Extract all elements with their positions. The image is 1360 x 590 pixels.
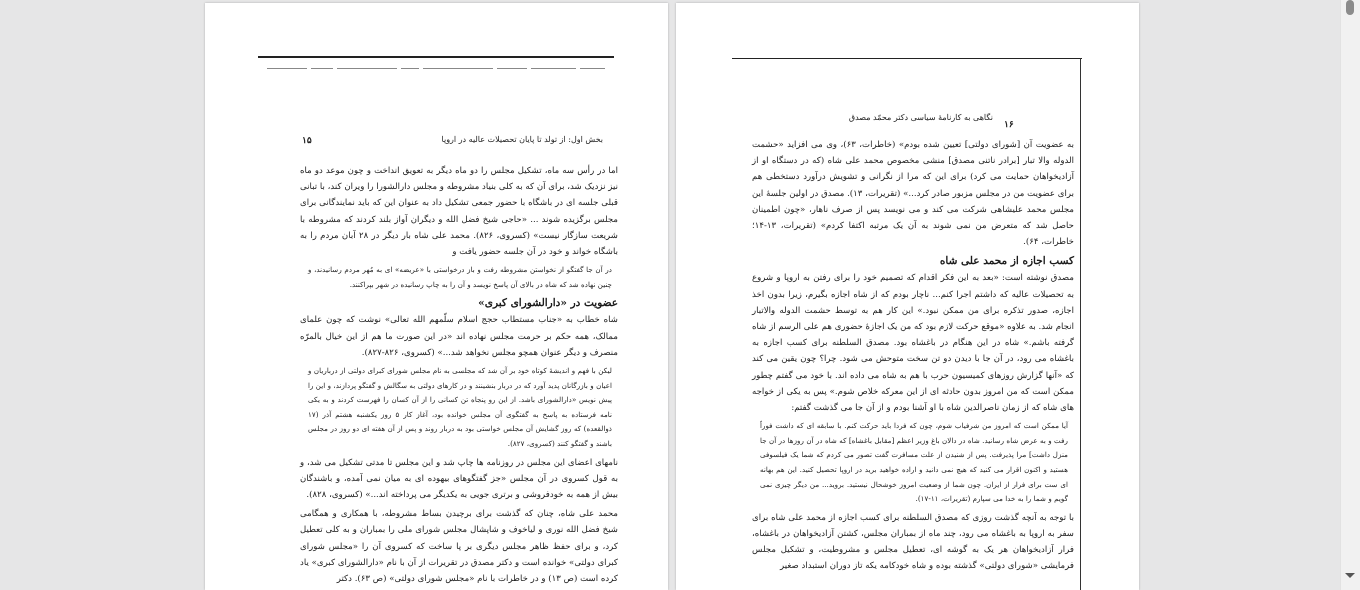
vertical-scrollbar[interactable]: [1340, 0, 1360, 590]
paragraph: نامهای اعضای این مجلس در روزنامه ها چاپ شد و این مجلس تا مدتی تشکیل می شد، و به قول کسروی در آن مجلس «جز گفتگوهای بیهوده ای به میان نمی آمده، و باشندگان بیش از همه به خودفروشی و برتری جویی به یکدیگر می پرداخته اند...» (کسروی، ۸۲۸).: [300, 457, 618, 500]
scan-noise: [265, 67, 615, 75]
page-body: [300, 163, 618, 590]
block-quote: آیا ممکن است که امروز من شرفیاب شوم، چون که فردا باید حرکت کنم. با سابقه ای که داشت فوراً رفت و به عرض شاه رسانید. شاه در دالان باغ وزیر اعظم [مقابل باغشاه] که شاه در آن روزها در آن جا منزل داشت] مرا پذیرفت. پس از شنیدن از علت مسافرت گفت تصور می کردم که شما یک فیلسوفی هستید و اکنون اقرار می کنید که هیچ نمی دانید و اراده خواهید برید در اروپا تحصیل کنید. این هم بهانه ای ست برای فرار از ایران. چون شما از وضعیت امروز خوشحال نیستید. بروید... من دیگر چیزی نمی گویم و شما را به خدا می سپارم (تقریرات، ۱۱-۱۷).: [760, 421, 1068, 504]
section-heading: کسب اجازه از محمد علی شاه: [939, 255, 1074, 268]
pdf-page-left: [205, 3, 668, 590]
paragraph: با توجه به آنچه گذشت روزی که مصدق السلطنه برای کسب اجازه از محمد علی شاه برای سفر به اروپا به باغشاه می رود، چند ماه از بمباران مجلس، کشتن آزادیخواهان در باغشاه، فرار آزادیخواهان هر یک به گوشه ای، تعطیل مجلس و مشروطیت، و تشکیل مجلس فرمایشی «شورای دولتی» گذشته بوده و شاه خودکامه یکه تاز دوران استبداد صغیر: [752, 512, 1074, 572]
page-body: [752, 137, 1074, 578]
pdf-page-right: [676, 3, 1139, 590]
paragraph: به عضویت آن [شورای دولتی] تعیین شده بودم» (خاطرات، ۶۳)، وی می افزاید «حشمت الدوله والا تبار [برادر ناتنی مصدق] منشی مخصوص محمد علی شاه (که در دستگاه او از آزادیخواهان حمایت می کرد) برای این که مرا از نگرانی و تشویش درآورد دستخطی هم برای عضویت من در مجلس مزبور صادر کرد...» (تقریرات، ۱۳). مصدق در اولین جلسهٔ این مجلس محمد علیشاهی شرکت می کند و می نویسد پس از صرف ناهار، «چون اطمینان حاصل شد که متعرض من نمی شوند به آن یک مرتبه اکتفا کردم» (تقریرات، ۱۳-۱۴؛ خاطرات، ۶۴).: [752, 140, 1075, 248]
running-head: نگاهی به کارنامهٔ سیاسی دکتر محمّد مصدق: [848, 113, 993, 122]
scan-edge: [1080, 58, 1081, 590]
paragraph: محمد علی شاه، چنان که گذشت برای برچیدن بساط مشروطه، با همکاری و همگامی شیخ فضل الله نوری و لیاخوف و شاپشال مجلس شورای ملی را بمباران و به کلی تعطیل کرد، و برای حفظ ظاهر مجلس دیگری بر پا ساخت که کسروی آن را «مجلس شورای کبرای دولتی» خوانده است و دکتر مصدق در تقریرات از آن با نام «دارالشورای کبری» یاد کرده است (ص ۱۳) و در خاطرات با نام «مجلس شورای دولتی» (ص ۶۳). دکتر: [300, 509, 618, 584]
running-head: بخش اول: از تولد تا پایان تحصیلات عالیه در اروپا: [441, 135, 603, 144]
section-heading: عضویت در «دارالشورای کبری»: [478, 297, 618, 310]
scroll-down-arrow-icon[interactable]: [1345, 573, 1355, 578]
paragraph: مصدق نوشته است: «بعد به این فکر اقدام که تصمیم خود را برای رفتن به اروپا و شروع به تحصیلات عالیه که داشتم اجرا کنم... ناچار بودم که از شاه اجازه بگیرم، زیرا بدون اخذ اجازه، صدور تذکره برای من ممکن نبود.» این کار هم به توسط حشمت الدوله والاتبار انجام شد. به علاوه «موقع حرکت لازم بود که من یک اجازهٔ حضوری هم علی الرسم از شاه گرفته باشم.» شاه در این هنگام در باغشاه بود. مصدق السلطنه برای کسب اجازه به باغشاه می رود، در آن جا با دیدن دو تن سخت متوحش می شود. چرا؟ چون یقین می کند که «آنها گزارش روزهای کمیسیون حرب با هم به شاه می داده اند. با خود می گفتم چطور ممکن است که من امروز بدون حادثه ای از این معرکه خلاص شوم.» پس به یکی از خواجه های شاه که از زمان ناصرالدین شاه با او آشنا بودم و از آن جا می گذشت گفتم:: [752, 273, 1074, 414]
block-quote: لیکن با فهم و اندیشهٔ کوتاه خود بر آن شد که مجلسی به نام مجلس شورای کبرای دولتی از درباریان و اعیان و بازرگانان پدید آورد که در دربار بنشینند و در کارهای دولتی به سگالش و گفتگو پردازند، و این را پیش نویس «دارالشورای باشد. از این رو پنجاه تن کسانی را از آن کسان را فهرست کردند و به یکی نامه فرستاده به پاسخ به گفتگوی آن مجلس خوانده بود، آغاز کار ۵ روز یکشنبه هشتم آذر (۱۷ ذوالقعده) که روز گشایش آن مجلس خواستی بود به دربار روند و پس از آن هفته ای دو روز در مجلس باشند و گفتگو کنند (کسروی، ۸۲۷).: [308, 366, 612, 448]
paragraph: اما در رأس سه ماه، تشکیل مجلس را دو ماه دیگر به تعویق انداخت و چون موعد دو ماه نیز نزدیک شد، برای آن که به کلی بنیاد مشروطه و مجلس دارالشورا را ویران کند، با تبانی قبلی جلسه ای در باشگاه با حضور جمعی تشکیل داد به عنوان این که باید نمایندگانی برای مجلس برگزیده شوند ... «حاجی شیخ فضل الله و دیگران آواز بلند کردند که مشروطه با شریعت سازگار نیست» (کسروی، ۸۲۶). محمد علی شاه بار دیگر در ۲۸ آبان مردم را به باشگاه خواند و خود در آن جلسه حضور یافت و: [300, 166, 618, 258]
page-number: ۱۶: [1004, 120, 1014, 130]
top-rule: [258, 56, 614, 58]
top-rule: [732, 58, 1082, 59]
block-quote: در آن جا گفتگو از نخواستن مشروطه رفت و باز درخواستی با «عریضه» ای به مُهر مردم رسانیدند، و چنین نهاده شد که شاه در بالای آن پاسخ نویسد و آن را به چاپ رسانیده در شهر بپراکنند.: [308, 265, 612, 289]
scrollbar-thumb[interactable]: [1346, 0, 1354, 15]
page-number: ۱۵: [302, 136, 312, 146]
paragraph: شاه خطاب به «جناب مستطاب حجج اسلام سلّمهم الله تعالی» نوشت که چون علمای ممالک، همه حکم بر حرمت مجلس نهاده اند «در این صورت ما هم از این خیال بالمرّه منصرف و دیگر عنوان همچو مجلس نخواهد شد...» (کسروی، ۸۲۶-۸۲۷).: [300, 315, 618, 358]
